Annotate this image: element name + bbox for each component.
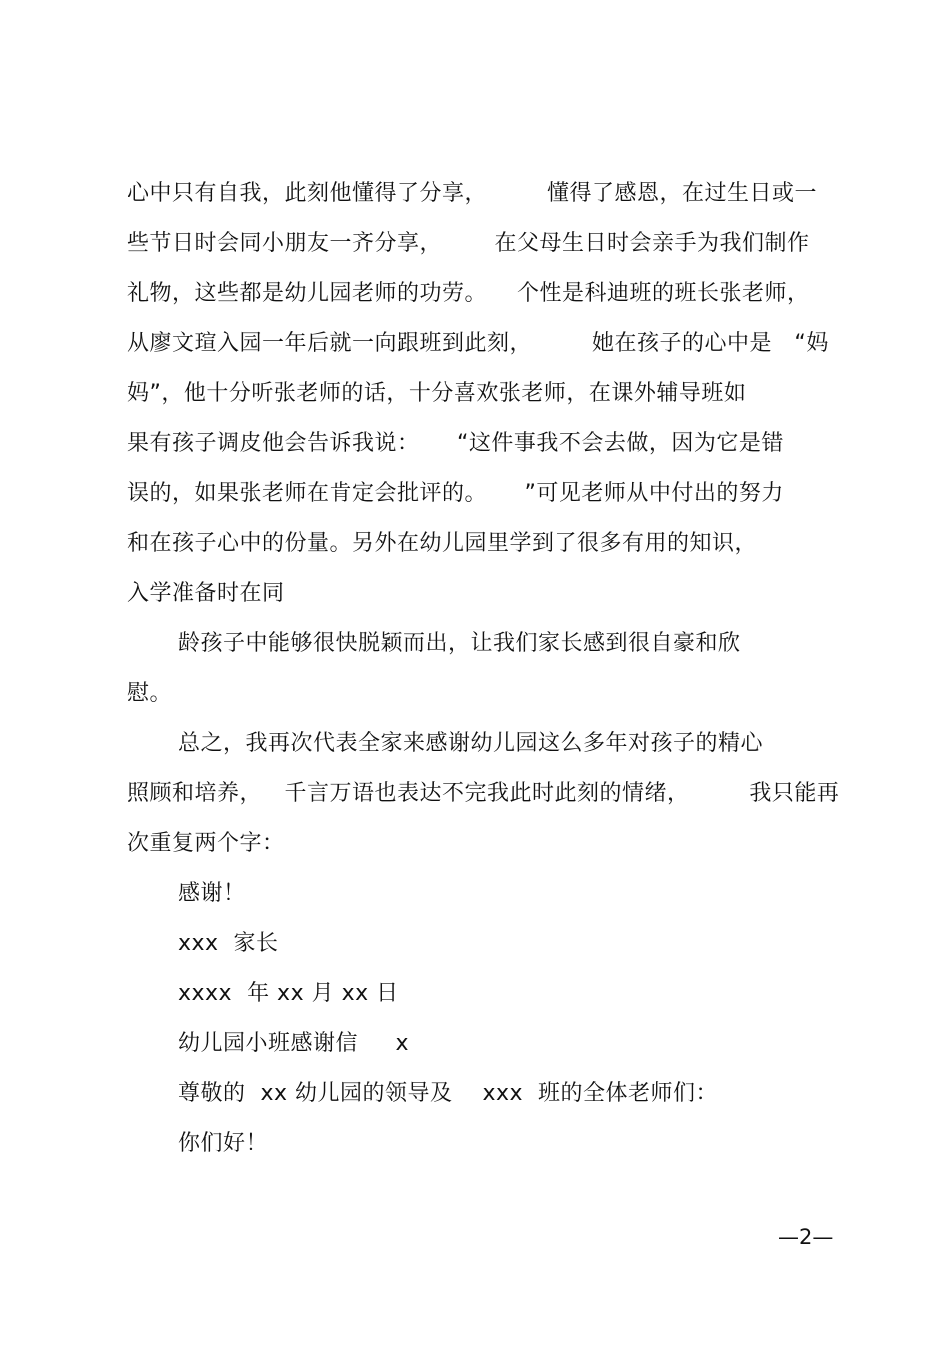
closing-thanks: 感谢！ [178, 881, 246, 906]
paragraph-line: 从廖文瑄入园一年后就一向跟班到此刻， 她在孩子的心中是 “妈 [127, 331, 829, 356]
paragraph-line: 龄孩子中能够很快脱颖而出，让我们家长感到很自豪和欣 [178, 631, 741, 656]
paragraph-line: 误的，如果张老师在肯定会批评的。 ”可见老师从中付出的努力 [127, 481, 784, 506]
paragraph-line: 照顾和培养， 千言万语也表达不完我此时此刻的情绪， 我只能再 [127, 781, 840, 806]
paragraph-line: 妈”，他十分听张老师的话，十分喜欢张老师，在课外辅导班如 [127, 381, 747, 406]
paragraph-line: 礼物，这些都是幼儿园老师的功劳。 个性是科迪班的班长张老师， [127, 281, 810, 306]
paragraph-line: 入学准备时在同 [127, 581, 285, 606]
letter-salutation: 尊敬的 xx 幼儿园的领导及 xxx 班的全体老师们： [178, 1081, 719, 1106]
paragraph-line: 总之，我再次代表全家来感谢幼儿园这么多年对孩子的精心 [178, 731, 764, 756]
closing-date: xxxx 年 xx 月 xx 日 [178, 981, 399, 1006]
page-number: —2— [778, 1225, 834, 1249]
letter-greeting: 你们好！ [178, 1131, 269, 1156]
closing-signature: xxx 家长 [178, 931, 279, 956]
paragraph-line: 次重复两个字： [127, 831, 285, 856]
paragraph-line: 心中只有自我，此刻他懂得了分享， 懂得了感恩，在过生日或一 [127, 181, 817, 206]
paragraph-line: 和在孩子心中的份量。另外在幼儿园里学到了很多有用的知识， [127, 531, 758, 556]
paragraph-line: 果有孩子调皮他会告诉我说： “这件事我不会去做，因为它是错 [127, 431, 784, 456]
letter-title: 幼儿园小班感谢信 x [178, 1031, 409, 1056]
paragraph-line: 慰。 [127, 681, 173, 706]
paragraph-line: 些节日时会同小朋友一齐分享， 在父母生日时会亲手为我们制作 [127, 231, 810, 256]
